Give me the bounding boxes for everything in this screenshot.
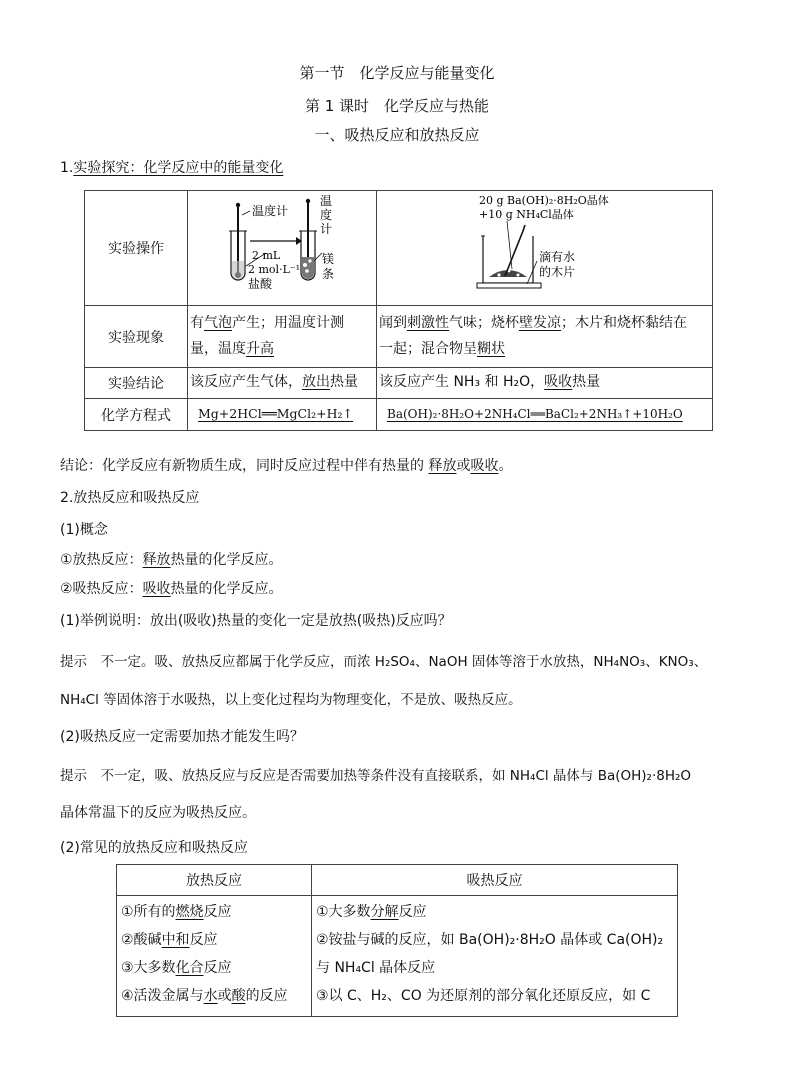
text: ③大多数 — [121, 960, 176, 976]
answer-pungent: 刺激性 — [407, 315, 449, 331]
reaction-types-table — [116, 864, 678, 1017]
answer-2-line-2: 晶体常温下的反应为吸热反应。 — [60, 805, 256, 821]
list-item: 与 NH₄Cl 晶体反应 — [316, 960, 436, 976]
row-label-equation: 化学方程式 — [85, 399, 188, 431]
text: 闻到 — [379, 315, 407, 331]
thermometer-label-right-3: 计 — [320, 222, 333, 236]
text: ②吸热反应： — [60, 581, 143, 597]
exothermic-list — [117, 896, 312, 1017]
answer-cool: 壁发凉 — [519, 315, 561, 331]
ba-apparatus-figure — [377, 191, 713, 306]
answer-absorb: 吸收 — [544, 374, 573, 390]
answer-2-line-1: 提示 不一定，吸、放热反应与反应是否需要加热等条件没有直接联系，如 NH₄Cl 晶体与 Ba(OH)₂·8H₂O — [60, 768, 692, 784]
text: 。 — [498, 458, 513, 474]
wet-board-label-2: 的木片 — [539, 265, 576, 279]
text: 该反应产生 NH₃ 和 H₂O， — [379, 374, 545, 390]
text: 的反应 — [245, 988, 288, 1004]
reagent-label-2: +10 g NH₄Cl晶体 — [479, 208, 574, 221]
thermometer-label-right-2: 度 — [320, 208, 333, 222]
text: 量，温度 — [190, 341, 246, 357]
row-label-operation: 实验操作 — [85, 191, 188, 306]
sec2-heading: 2.放热反应和吸热反应 — [60, 490, 200, 506]
magnesium-label-1: 镁 — [322, 252, 335, 266]
answer-absorb: 吸收 — [470, 458, 499, 474]
list-item — [121, 926, 307, 954]
text: 反应 — [398, 904, 427, 920]
text: ①所有的 — [121, 904, 176, 920]
answer: 中和 — [161, 932, 190, 948]
concentration-label: 2 mol·L⁻¹ — [248, 263, 301, 276]
ba-phenomenon — [377, 306, 713, 368]
list-item — [121, 982, 307, 1010]
ba-nh4cl-apparatus-image — [377, 191, 712, 301]
text: 热量的化学反应。 — [170, 581, 283, 597]
text: 反应 — [189, 932, 218, 948]
wet-board-label-1: 滴有水 — [539, 250, 576, 264]
answer-paste: 糊状 — [477, 341, 505, 357]
mg-apparatus-figure — [188, 191, 377, 306]
exp-heading-text: 实验探究：化学反应中的能量变化 — [73, 160, 284, 176]
text: 热量 — [572, 374, 601, 390]
answer-rises: 升高 — [246, 341, 274, 357]
answer: 酸 — [231, 988, 246, 1004]
answer-1-line-2: NH₄Cl 等固体溶于水吸热，以上变化过程均为物理变化，不是放、吸热反应。 — [60, 692, 522, 708]
endothermic-list — [312, 896, 678, 1017]
text: 有 — [190, 315, 204, 331]
answer-1-line-1: 提示 不一定。吸、放热反应都属于化学反应，而浓 H₂SO₄、NaOH 固体等溶于水放热，NH₄NO₃、KNO₃、 — [60, 654, 708, 670]
answer: 水 — [203, 988, 218, 1004]
answer: 分解 — [370, 904, 399, 920]
mg-hcl-apparatus-image — [188, 191, 376, 301]
endo-definition — [60, 578, 283, 598]
concept-heading: (1)概念 — [60, 522, 108, 538]
text: 或 — [217, 988, 232, 1004]
text: 反应 — [203, 960, 232, 976]
magnesium-label-2: 条 — [322, 267, 335, 281]
exp-heading-num: 1. — [60, 160, 74, 176]
exo-definition — [60, 549, 283, 569]
experiment-table — [84, 190, 713, 431]
text: 热量 — [330, 374, 358, 390]
header-exothermic: 放热反应 — [117, 865, 312, 896]
ba-conclusion — [377, 368, 713, 399]
lesson-title: 第 1 课时 化学反应与热能 — [304, 97, 490, 115]
question-1: (1)举例说明：放出(吸收)热量的变化一定是放热(吸热)反应吗？ — [60, 613, 452, 629]
question-2: (2)吸热反应一定需要加热才能发生吗？ — [60, 729, 304, 745]
part-title: 一、吸热反应和放热反应 — [314, 126, 480, 144]
mg-equation — [188, 399, 377, 431]
list-item — [316, 898, 673, 926]
answer-release: 释放 — [142, 552, 171, 568]
answer-release: 放出 — [302, 374, 330, 390]
exp-heading — [60, 157, 283, 177]
list-item — [121, 954, 307, 982]
equation-ba-nh4cl: Ba(OH)₂·8H₂O+2NH₄Cl══BaCl₂+2NH₃↑+10H₂O — [387, 407, 683, 421]
list-item: ②铵盐与碱的反应，如 Ba(OH)₂·8H₂O 晶体或 Ca(OH)₂ — [316, 932, 664, 948]
text: ；木片和烧杯黏结在 — [561, 315, 687, 331]
row-label-phenomenon: 实验现象 — [85, 306, 188, 368]
answer: 化合 — [175, 960, 204, 976]
text: ②酸碱 — [121, 932, 162, 948]
row-label-conclusion: 实验结论 — [85, 368, 188, 399]
text: 结论：化学反应有新物质生成，同时反应过程中伴有热量的 — [60, 458, 429, 474]
list-item: ③以 C、H₂、CO 为还原剂的部分氧化还原反应，如 C — [316, 988, 651, 1004]
equation-mg-hcl: Mg+2HCl══MgCl₂+H₂↑ — [198, 406, 353, 421]
reagent-label-1: 20 g Ba(OH)₂·8H₂O晶体 — [479, 194, 609, 207]
ba-equation — [377, 399, 713, 431]
mg-phenomenon — [188, 306, 377, 368]
text: 热量的化学反应。 — [170, 552, 283, 568]
text: 反应 — [203, 904, 232, 920]
header-endothermic: 吸热反应 — [312, 865, 678, 896]
answer-bubbles: 气泡 — [204, 315, 232, 331]
text: ①放热反应： — [60, 552, 143, 568]
volume-label: 2 mL — [252, 249, 281, 262]
common-reactions-heading: (2)常见的放热反应和吸热反应 — [60, 840, 248, 856]
acid-label: 盐酸 — [248, 277, 273, 291]
text: ④活泼金属与 — [121, 988, 204, 1004]
section-title: 第一节 化学反应与能量变化 — [299, 64, 495, 82]
text: ①大多数 — [316, 904, 371, 920]
thermometer-label-left: 温度计 — [252, 204, 289, 218]
text: 该反应产生气体， — [190, 374, 302, 390]
text: 或 — [456, 458, 471, 474]
text: 产生；用温度计测 — [232, 315, 344, 331]
text: 一起；混合物呈 — [379, 341, 477, 357]
answer: 燃烧 — [175, 904, 204, 920]
list-item — [121, 898, 307, 926]
thermometer-label-right-1: 温 — [320, 194, 333, 208]
text: 气味；烧杯 — [449, 315, 519, 331]
mg-conclusion — [188, 368, 377, 399]
answer-absorb: 吸收 — [142, 581, 171, 597]
conclusion-line — [60, 455, 512, 475]
answer-release: 释放 — [428, 458, 457, 474]
